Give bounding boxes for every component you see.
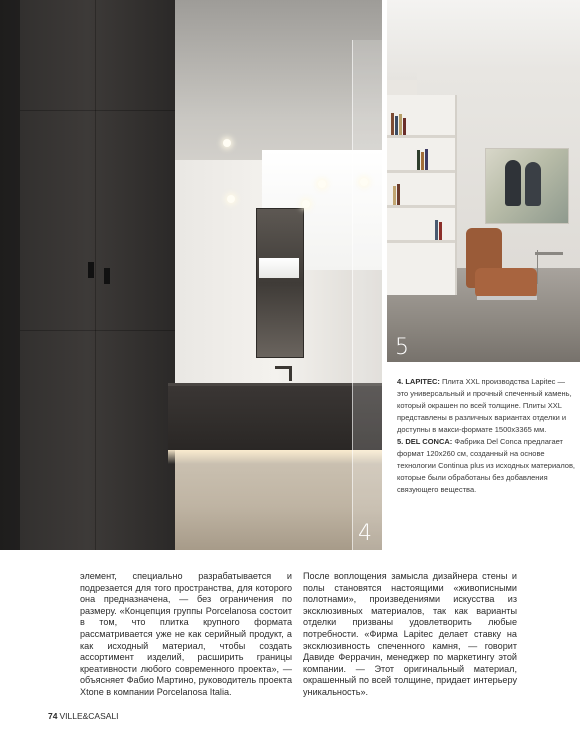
photo-vanity	[168, 386, 382, 450]
photo-book	[435, 220, 438, 240]
photo-shelf-board	[387, 205, 455, 208]
photo-door-handle	[88, 262, 94, 278]
photo-ceiling	[387, 0, 580, 80]
photo-tile-joint	[20, 110, 175, 111]
photo-shelf-board	[387, 170, 455, 173]
photo-mirror-reflection	[259, 258, 299, 278]
caption-label: 5. DEL CONCA:	[397, 437, 453, 446]
photo-book	[393, 186, 396, 205]
photo-wall-shadow	[0, 0, 20, 550]
photo-book	[417, 150, 420, 170]
photo-painting-figure	[505, 160, 521, 206]
photo-glass-partition	[352, 40, 382, 550]
photo-ceiling-spot	[360, 178, 368, 186]
photo-ceiling-spot	[227, 195, 235, 203]
photo-number-4: 4	[358, 521, 372, 546]
photo-side-table-leg	[537, 250, 552, 284]
photo-armchair-seat	[475, 268, 537, 298]
body-column-2: После воплощения замысла дизайнера стены и полы становятся настоящими «живописными полотнами», произведениями искусства из эксклюзивных материалов, так как варианты отделки призваны удовлетворить любые потребности. «Фирма Lapitec делает ставку на эксклюзивность спеченного камня, — говорит Давиде Феррачин, менеджер по маркетингу этой компании. — Этот оригинальный материал, окрашенный по всей толщине, придает интерьеру уникальность».	[303, 571, 517, 697]
caption-item-5	[397, 436, 575, 496]
photo-mirror	[256, 208, 304, 358]
photo-book	[421, 152, 424, 170]
photo-book	[439, 222, 442, 240]
photo-vanity-light	[168, 450, 382, 464]
photo-door-handle	[104, 268, 110, 284]
photo-book	[399, 114, 402, 135]
photo-shelf-board	[387, 135, 455, 138]
body-column-1: элемент, специально разрабатывается и подрезается для того пространства, для которого она предназначена, — без ограничения по размеру. «Концепция группы Porcelanosa состоит в том, что плитка крупного формата рассматривается уже не как серийный продукт, а как исходный материал, чтобы создать ассортимент изделий, расширить границы креативности любого современного проекта», — объясняет Фабио Мартино, руководитель проекта Xtone в компании Porcelanosa Italia.	[80, 571, 292, 697]
page-number: 74	[48, 711, 58, 721]
photo-shelf-board	[387, 240, 455, 243]
photo-captions	[397, 376, 575, 496]
photo-painting-figure	[525, 162, 541, 206]
photo-tile-joint	[95, 0, 96, 550]
photo-bathroom	[0, 0, 382, 550]
page-folio	[48, 711, 119, 721]
caption-text: Плита XXL производства Lapitec — это универсальный и прочный спеченный камень, который окрашен по всей толщине. Плиты XXL представлены в различных вариантах отделки и доступны в макси-формате 1500x3365 мм.	[397, 377, 572, 434]
photo-tile-joint	[20, 330, 175, 331]
caption-text: Фабрика Del Conca предлагает формат 120x260 см, созданный на основе технологии Continua plus из исходных материалов, которые были обработаны без добавления связующего вещества.	[397, 437, 576, 494]
photo-ceiling-spot	[223, 139, 231, 147]
photo-book	[391, 113, 394, 135]
photo-ceiling-spot	[302, 200, 310, 208]
photo-book	[395, 116, 398, 135]
caption-label: 4. LAPITEC:	[397, 377, 440, 386]
photo-armchair-base	[477, 296, 537, 300]
magazine-name: VILLE&CASALI	[59, 711, 119, 721]
caption-item-4	[397, 376, 575, 436]
photo-book	[425, 149, 428, 170]
photo-ceiling-spot	[318, 180, 326, 188]
photo-living-room	[387, 0, 580, 362]
photo-book	[397, 184, 400, 205]
photo-faucet	[275, 366, 292, 381]
photo-book	[403, 118, 406, 135]
photo-number-5: 5	[395, 335, 409, 360]
